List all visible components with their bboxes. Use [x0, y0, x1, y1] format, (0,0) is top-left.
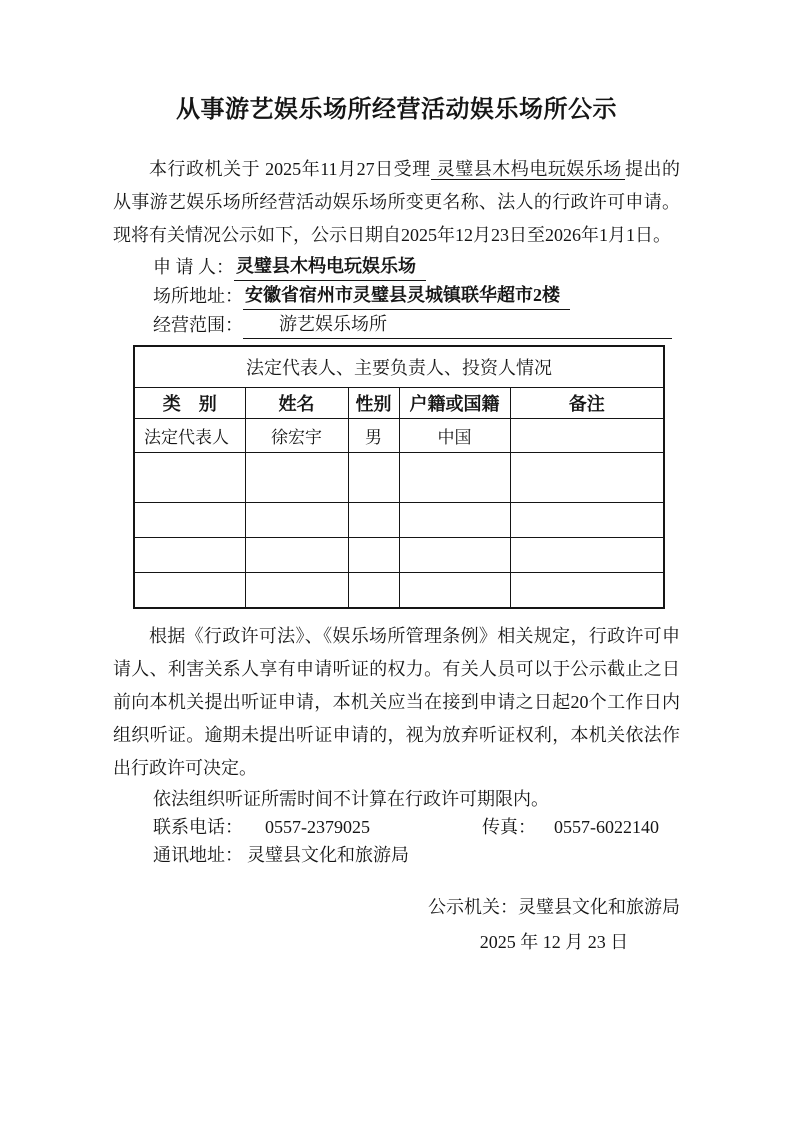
- header-name: 姓名: [245, 388, 348, 419]
- fax-value: 0557-6022140: [554, 817, 659, 837]
- cell-nationality: [399, 573, 510, 609]
- scope-field: [113, 310, 680, 339]
- issuer-label: 公示机关：: [428, 897, 518, 917]
- header-remarks: 备注: [510, 388, 664, 419]
- cell-category: [134, 453, 245, 503]
- scope-value: 游艺娱乐场所: [279, 314, 387, 334]
- cell-nationality: [399, 503, 510, 538]
- cell-gender: 男: [348, 419, 399, 453]
- phone-value: 0557-2379025: [265, 817, 370, 837]
- intro-text-1: 本行政机关于 2025年11月27日受理: [149, 159, 431, 179]
- hearing-note: 依法组织听证所需时间不计算在行政许可期限内。: [153, 789, 549, 809]
- fax-label: 传真：: [482, 817, 536, 837]
- address-field: [113, 281, 680, 310]
- mail-value: 灵璧县文化和旅游局: [247, 845, 409, 865]
- cell-category: [134, 573, 245, 609]
- phone-label: 联系电话：: [153, 817, 243, 837]
- mail-address-line: [113, 841, 680, 869]
- cell-gender: [348, 573, 399, 609]
- cell-gender: [348, 503, 399, 538]
- intro-applicant-underlined: 灵璧县木杩电玩娱乐场: [431, 159, 625, 180]
- address-label: 场所地址：: [153, 286, 243, 306]
- table-caption: 法定代表人、主要负责人、投资人情况: [134, 346, 664, 388]
- contact-line: [113, 813, 680, 841]
- table-row: [134, 538, 664, 573]
- table-row: [134, 503, 664, 538]
- table-row: [134, 453, 664, 503]
- table-header-row: [134, 388, 664, 419]
- cell-remarks: [510, 538, 664, 573]
- cell-nationality: [399, 538, 510, 573]
- applicant-label: 申 请 人：: [153, 257, 234, 277]
- issuer-value: 灵璧县文化和旅游局: [518, 897, 680, 917]
- cell-gender: [348, 453, 399, 503]
- cell-category: [134, 538, 245, 573]
- page-title: 从事游艺娱乐场所经营活动娱乐场所公示: [176, 97, 617, 123]
- cell-name: [245, 573, 348, 609]
- header-gender: 性别: [348, 388, 399, 419]
- cell-remarks: [510, 503, 664, 538]
- cell-category: 法定代表人: [134, 419, 245, 453]
- issuer-line: [428, 891, 680, 924]
- cell-nationality: [399, 453, 510, 503]
- hearing-paragraph: 根据《行政许可法》、《娱乐场所管理条例》相关规定，行政许可申请人、利害关系人享有申请听证的权力。有关人员可以于公示截止之日前向本机关提出听证申请，本机关应当在接到申请之日起20个工作日内组织听证。逾期未提出听证申请的，视为放弃听证权利，本机关依法作出行政许可决定。: [113, 626, 680, 778]
- cell-name: 徐宏宇: [245, 419, 348, 453]
- cell-remarks: [510, 573, 664, 609]
- address-value: 安徽省宿州市灵璧县灵城镇联华超市2楼: [243, 281, 570, 310]
- cell-remarks: [510, 419, 664, 453]
- table-row: [134, 419, 664, 453]
- intro-text-2: 提出的从事游艺娱乐场所经营活动娱乐场所变更名称、法人的行政许可申请。现将有关情况公示如下，公示日期自2025年12月23日至2026年1月1日。: [113, 159, 681, 245]
- cell-remarks: [510, 453, 664, 503]
- cell-name: [245, 503, 348, 538]
- representatives-table: [133, 345, 665, 609]
- scope-underline: [243, 310, 672, 339]
- scope-label: 经营范围：: [153, 315, 243, 335]
- intro-paragraph: [113, 153, 680, 252]
- applicant-field: [113, 252, 680, 281]
- footer-block: [113, 891, 680, 959]
- header-category: 类 别: [134, 388, 245, 419]
- applicant-value: 灵璧县木杩电玩娱乐场: [234, 252, 426, 281]
- footer-inner: [428, 891, 680, 959]
- table-row: [134, 573, 664, 609]
- mail-label: 通讯地址：: [153, 845, 243, 865]
- cell-nationality: 中国: [399, 419, 510, 453]
- table-caption-row: [134, 346, 664, 388]
- issue-date: 2025 年 12 月 23 日: [479, 932, 629, 952]
- cell-gender: [348, 538, 399, 573]
- cell-name: [245, 538, 348, 573]
- header-nationality: 户籍或国籍: [399, 388, 510, 419]
- cell-category: [134, 503, 245, 538]
- cell-name: [245, 453, 348, 503]
